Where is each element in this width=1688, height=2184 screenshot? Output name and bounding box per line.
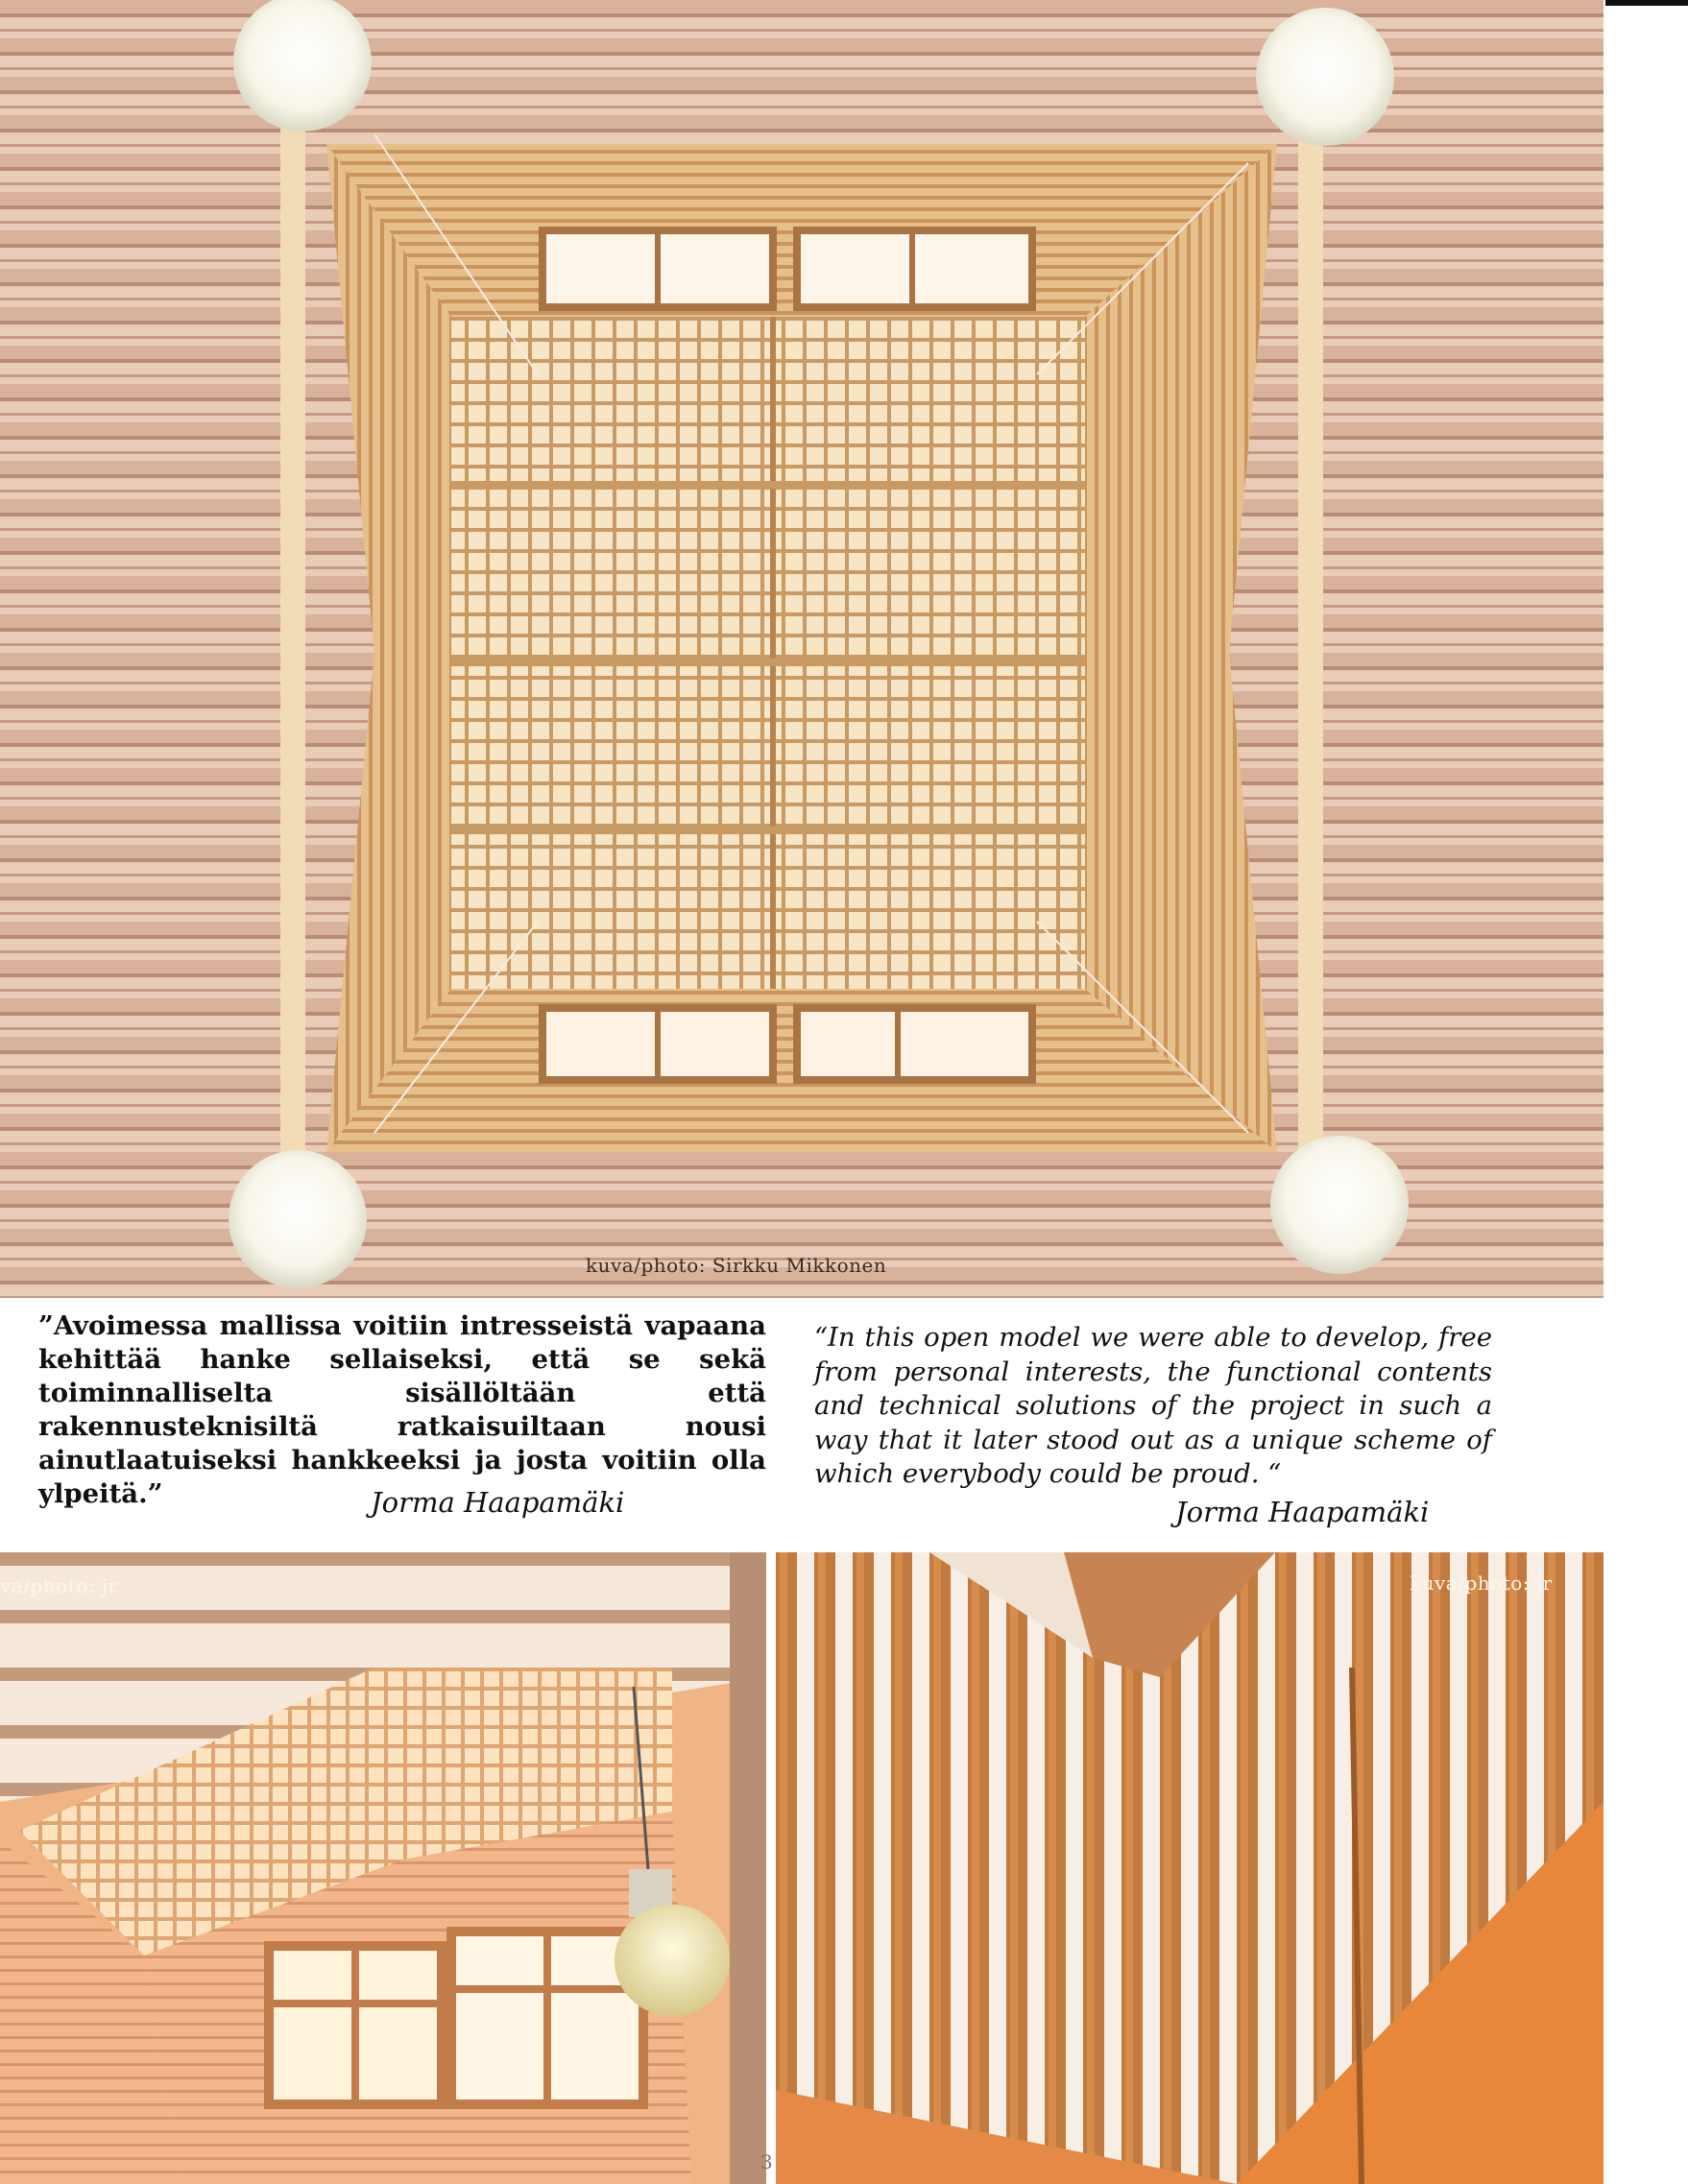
interior-roof-illustration [0,1552,766,2184]
finnish-quote-author: Jorma Haapamäki [371,1486,625,1519]
finnish-quote: ”Avoimessa mallissa voitiin intresseistä vapaana kehittää hanke sellaiseksi, että se sekä toiminnalliselta sisällöltään että rakennusteknisiltä ratkaisuiltaan nousi ainutlaatuiseksi hankkeeksi ja josta voitiin olla ylpeitä.” [38,1310,766,1509]
english-quote-author: Jorma Haapamäki [1175,1496,1430,1528]
photo-credit-bottom-left: va/photo: jr [0,1574,118,1597]
interior-roof-photo [0,1552,766,2184]
photo-credit-top: kuva/photo: Sirkku Mikkonen [586,1254,887,1277]
scan-edge-mark [1605,0,1688,6]
wooden-slats-illustration [776,1552,1604,2184]
english-quote: “In this open model we were able to develop, free from personal interests, the functional contents and technical solutions of the project in such a way that it later stood out as a unique scheme of which everybody could be proud. “ [814,1322,1492,1489]
photo-credit-bottom-right: kuva/photo: jr [1410,1572,1553,1595]
wooden-slats-photo [776,1552,1604,2184]
page-number: 3 [760,2150,773,2173]
